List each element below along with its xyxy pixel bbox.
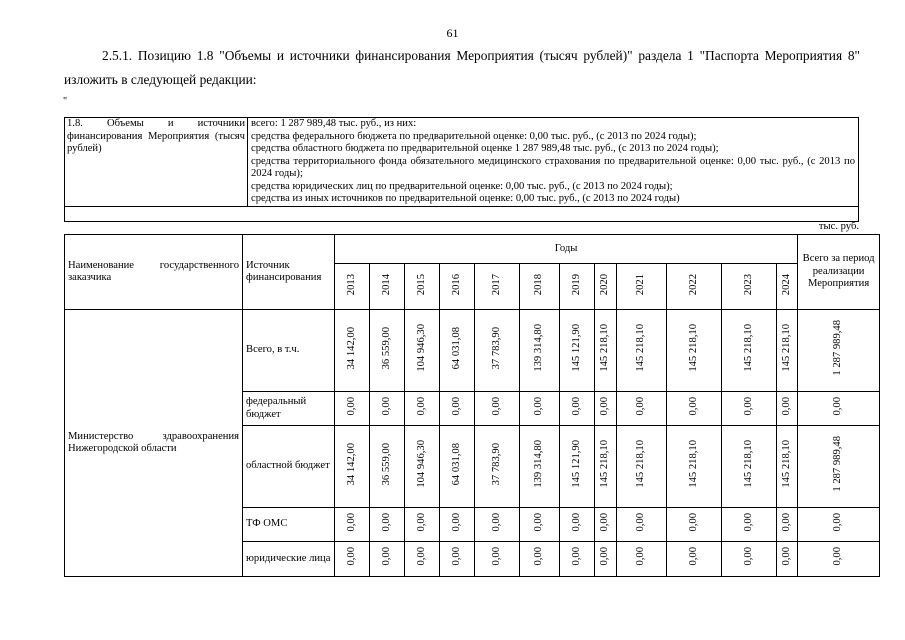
value-cell: [595, 542, 617, 577]
value-cell: [405, 508, 440, 542]
intro-paragraph: 2.5.1. Позицию 1.8 "Объемы и источники финансирования Мероприятия (тысяч рублей)" раздела 1 "Паспорта Мероприятия 8" изложить в следующей редакции:: [64, 48, 860, 87]
passport-line: средства из иных источников по предварительной оценке: 0,00 тыс. руб., (с 2013 по 2024 годы): [251, 193, 680, 204]
value-text: 139 314,80: [533, 324, 545, 373]
value-cell: [335, 310, 370, 392]
value-cell: [370, 392, 405, 426]
value-cell: [595, 392, 617, 426]
value-cell: [475, 542, 520, 577]
value-text: 34 142,00: [345, 327, 357, 370]
year-header-2013: [335, 264, 370, 310]
year-header-2016: [440, 264, 475, 310]
value-cell: [667, 508, 722, 542]
value-cell: [335, 542, 370, 577]
value-cell: [560, 310, 595, 392]
value-text: 145 218,10: [635, 324, 647, 373]
value-text: 34 142,00: [345, 443, 357, 486]
value-cell: [722, 426, 777, 508]
year-label: 2014: [380, 273, 392, 295]
year-label: 2016: [450, 273, 462, 295]
units-label: тыс. руб.: [818, 221, 859, 232]
value-text: 145 121,90: [570, 440, 582, 489]
value-cell: [667, 310, 722, 392]
value-text: 0,00: [380, 512, 392, 532]
total-text: 0,00: [832, 547, 844, 567]
value-text: 0,00: [599, 512, 611, 532]
year-header-2021: [617, 264, 667, 310]
value-cell: [595, 310, 617, 392]
value-cell: [722, 392, 777, 426]
value-cell: [595, 426, 617, 508]
value-text: 0,00: [415, 396, 427, 416]
value-text: 0,00: [742, 512, 754, 532]
value-text: 64 031,08: [450, 327, 462, 370]
value-text: 0,00: [780, 512, 792, 532]
value-text: 145 218,10: [780, 324, 792, 373]
value-text: 0,00: [345, 396, 357, 416]
total-text: 1 287 989,48: [832, 436, 844, 493]
year-label: 2015: [415, 273, 427, 295]
value-cell: [777, 542, 798, 577]
value-text: 145 218,10: [742, 440, 754, 489]
value-cell: [335, 426, 370, 508]
value-text: 0,00: [570, 547, 582, 567]
total-text: 0,00: [832, 512, 844, 532]
passport-label: 1.8. Объемы и источники финансирования Мероприятия (тысяч рублей): [65, 118, 248, 207]
value-text: 0,00: [450, 512, 462, 532]
source-cell: Всего, в т.ч.: [243, 310, 335, 392]
value-cell: [777, 392, 798, 426]
value-text: 0,00: [490, 512, 502, 532]
value-cell: [777, 508, 798, 542]
value-text: 145 218,10: [599, 324, 611, 373]
value-text: 0,00: [599, 547, 611, 567]
value-text: 0,00: [687, 547, 699, 567]
value-cell: [777, 310, 798, 392]
value-cell: [595, 508, 617, 542]
passport-line: средства федерального бюджета по предварительной оценке: 0,00 тыс. руб., (с 2013 по 2024 годы);: [251, 130, 697, 142]
year-label: 2017: [490, 273, 502, 295]
total-cell: [798, 542, 880, 577]
value-text: 37 783,90: [490, 443, 502, 486]
value-cell: [560, 392, 595, 426]
value-text: 0,00: [490, 547, 502, 567]
value-text: 0,00: [450, 396, 462, 416]
value-text: 145 218,10: [635, 440, 647, 489]
year-label: 2013: [345, 273, 357, 295]
value-cell: [440, 508, 475, 542]
value-text: 145 218,10: [599, 440, 611, 489]
value-cell: [440, 426, 475, 508]
value-text: 0,00: [380, 396, 392, 416]
value-cell: [405, 426, 440, 508]
year-label: 2023: [742, 273, 754, 295]
value-cell: [440, 310, 475, 392]
value-cell: [560, 508, 595, 542]
year-label: 2021: [635, 273, 647, 295]
value-cell: [722, 310, 777, 392]
year-label: 2018: [533, 273, 545, 295]
total-cell: [798, 392, 880, 426]
source-cell: юридические лица: [243, 542, 335, 577]
value-text: 0,00: [570, 512, 582, 532]
value-text: 0,00: [345, 512, 357, 532]
value-text: 0,00: [742, 396, 754, 416]
value-text: 0,00: [380, 547, 392, 567]
quote-mark: ": [63, 96, 68, 107]
value-cell: [440, 392, 475, 426]
value-cell: [475, 426, 520, 508]
value-cell: [667, 392, 722, 426]
source-cell: ТФ ОМС: [243, 508, 335, 542]
page-number: 61: [446, 26, 459, 40]
value-cell: [335, 508, 370, 542]
value-cell: [520, 542, 560, 577]
value-text: 145 218,10: [742, 324, 754, 373]
value-text: 0,00: [780, 396, 792, 416]
value-text: 0,00: [570, 396, 582, 416]
value-cell: [405, 542, 440, 577]
value-text: 0,00: [533, 512, 545, 532]
value-cell: [475, 508, 520, 542]
year-label: 2022: [687, 273, 699, 295]
value-text: 0,00: [780, 547, 792, 567]
year-header-2023: [722, 264, 777, 310]
total-text: 0,00: [832, 396, 844, 416]
header-customer: Наименование государственного заказчика: [65, 235, 243, 310]
value-cell: [667, 426, 722, 508]
total-cell: [798, 310, 880, 392]
customer-name: Министерство здравоохранения Нижегородской области: [65, 310, 243, 577]
value-cell: [440, 542, 475, 577]
passport-empty-row: [65, 206, 859, 221]
value-text: 0,00: [599, 396, 611, 416]
year-header-2015: [405, 264, 440, 310]
value-text: 0,00: [415, 512, 427, 532]
value-text: 0,00: [635, 547, 647, 567]
passport-line: средства областного бюджета по предварительной оценке 1 287 989,48 тыс. руб., (с 2013 по 2024 годы);: [251, 143, 719, 154]
value-text: 0,00: [450, 547, 462, 567]
year-header-2014: [370, 264, 405, 310]
value-cell: [667, 542, 722, 577]
value-cell: [617, 392, 667, 426]
value-text: 145 218,10: [780, 440, 792, 489]
header-years: Годы: [335, 235, 798, 264]
year-header-2017: [475, 264, 520, 310]
value-cell: [370, 508, 405, 542]
year-label: 2024: [780, 273, 792, 295]
value-text: 145 121,90: [570, 324, 582, 373]
value-cell: [370, 542, 405, 577]
value-cell: [722, 542, 777, 577]
year-header-2020: [595, 264, 617, 310]
value-cell: [560, 542, 595, 577]
value-cell: [520, 310, 560, 392]
value-cell: [475, 310, 520, 392]
value-cell: [335, 392, 370, 426]
value-cell: [370, 426, 405, 508]
passport-line: средства юридических лиц по предварительной оценке: 0,00 тыс. руб., (с 2013 по 2024 годы);: [251, 180, 673, 192]
value-text: 0,00: [635, 512, 647, 532]
year-header-2018: [520, 264, 560, 310]
year-label: 2019: [570, 273, 582, 295]
year-label: 2020: [599, 273, 611, 295]
value-text: 0,00: [635, 396, 647, 416]
value-text: 0,00: [415, 547, 427, 567]
value-cell: [405, 310, 440, 392]
value-cell: [617, 426, 667, 508]
value-cell: [617, 542, 667, 577]
value-cell: [520, 426, 560, 508]
value-text: 145 218,10: [687, 440, 699, 489]
value-cell: [405, 392, 440, 426]
passport-table: [64, 117, 859, 222]
value-text: 36 559,00: [380, 327, 392, 370]
passport-body: [248, 118, 859, 207]
value-cell: [617, 508, 667, 542]
value-text: 0,00: [687, 512, 699, 532]
total-cell: [798, 426, 880, 508]
source-cell: федеральный бюджет: [243, 392, 335, 426]
total-cell: [798, 508, 880, 542]
total-text: 1 287 989,48: [832, 320, 844, 377]
header-total: Всего за период реализации Мероприятия: [798, 235, 880, 310]
value-text: 36 559,00: [380, 443, 392, 486]
value-cell: [370, 310, 405, 392]
value-text: 145 218,10: [687, 324, 699, 373]
value-cell: [520, 508, 560, 542]
year-header-2022: [667, 264, 722, 310]
value-cell: [722, 508, 777, 542]
source-cell: областной бюджет: [243, 426, 335, 508]
value-text: 0,00: [490, 396, 502, 416]
value-cell: [777, 426, 798, 508]
value-text: 0,00: [742, 547, 754, 567]
value-text: 64 031,08: [450, 443, 462, 486]
passport-line: всего: 1 287 989,48 тыс. руб., из них:: [251, 118, 417, 129]
value-text: 0,00: [533, 396, 545, 416]
passport-line: средства территориального фонда обязательного медицинского страхования по предварительной оценке: 0,00 тыс. руб., (с 2013 по 2024 годы);: [251, 155, 855, 179]
value-text: 37 783,90: [490, 327, 502, 370]
value-text: 104 946,30: [415, 324, 427, 373]
value-text: 0,00: [345, 547, 357, 567]
year-header-2024: [777, 264, 798, 310]
value-cell: [560, 426, 595, 508]
year-header-2019: [560, 264, 595, 310]
value-cell: [520, 392, 560, 426]
table-row: [65, 310, 880, 392]
header-source: Источник финансирования: [243, 235, 335, 310]
value-text: 104 946,30: [415, 440, 427, 489]
financing-table: [64, 234, 880, 577]
value-text: 0,00: [687, 396, 699, 416]
value-text: 0,00: [533, 547, 545, 567]
value-text: 139 314,80: [533, 440, 545, 489]
value-cell: [617, 310, 667, 392]
value-cell: [475, 392, 520, 426]
